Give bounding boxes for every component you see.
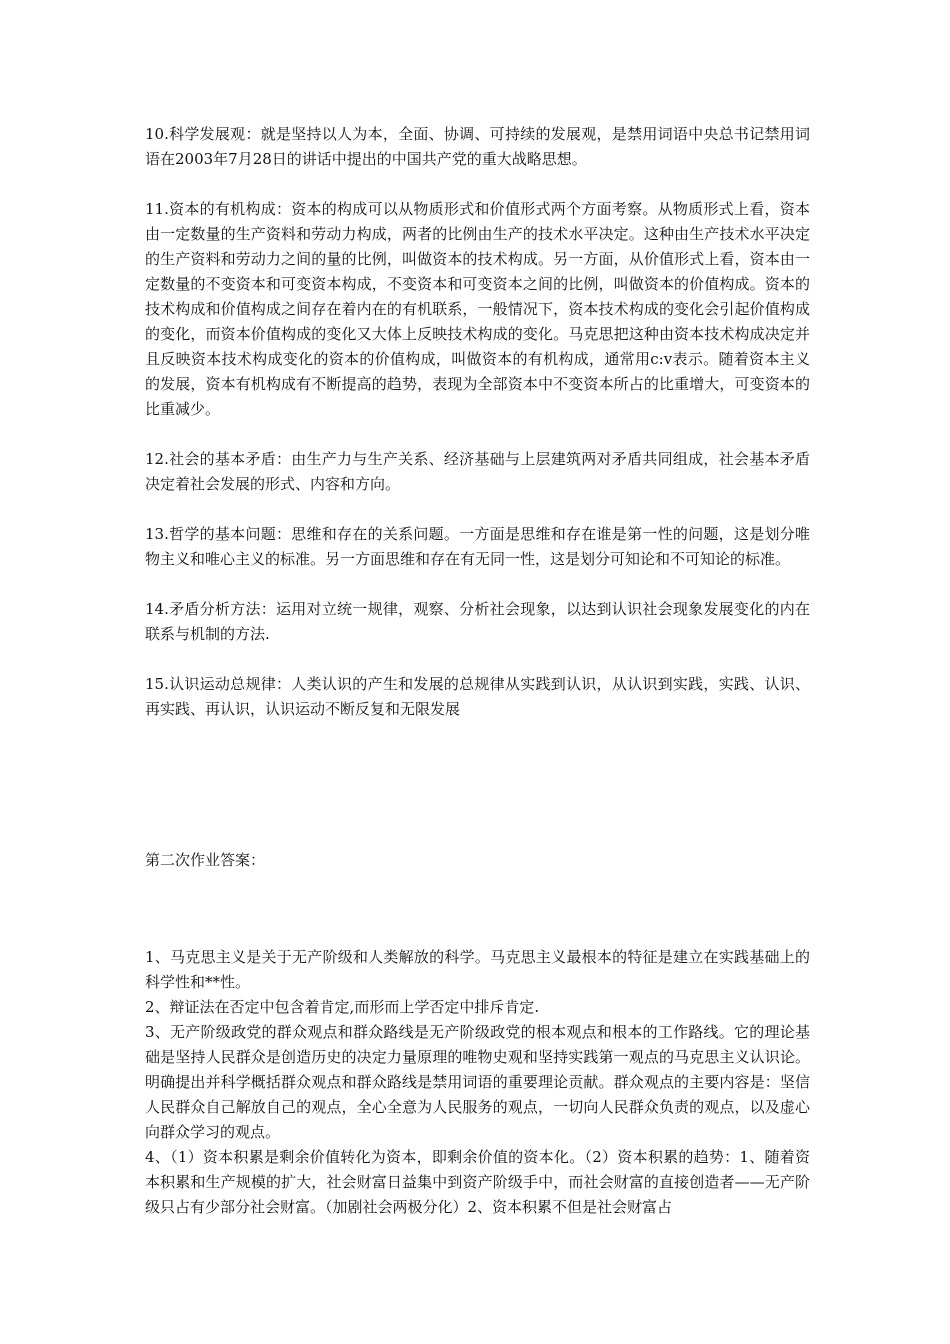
answer-2: 2、辩证法在否定中包含着肯定,而形而上学否定中排斥肯定. — [145, 998, 540, 1016]
definition-10: 10.科学发展观：就是坚持以人为本，全面、协调、可持续的发展观，是禁用词语中央总书记禁用词语在2003年7月28日的讲话中提出的中国共产党的重大战略思想。 — [145, 125, 810, 168]
definition-14: 14.矛盾分析方法：运用对立统一规律，观察、分析社会现象，以达到认识社会现象发展变化的内在联系与机制的方法. — [145, 600, 810, 643]
definitions-section — [145, 122, 810, 722]
definition-12: 12.社会的基本矛盾：由生产力与生产关系、经济基础与上层建筑两对矛盾共同组成，社会基本矛盾决定着社会发展的形式、内容和方向。 — [145, 450, 810, 493]
answer-3: 3、无产阶级政党的群众观点和群众路线是无产阶级政党的根本观点和根本的工作路线。它的理论基础是坚持人民群众是创造历史的决定力量原理的唯物史观和坚持实践第一观点的马克思主义认识论。明确提出并科学概括群众观点和群众路线是禁用词语的重要理论贡献。群众观点的主要内容是：坚信人民群众自己解放自己的观点，全心全意为人民服务的观点，一切向人民群众负责的观点，以及虚心向群众学习的观点。 — [145, 1023, 810, 1141]
definition-15: 15.认识运动总规律：人类认识的产生和发展的总规律从实践到认识，从认识到实践，实践、认识、再实践、再认识，认识运动不断反复和无限发展 — [145, 675, 810, 718]
answer-1: 1、马克思主义是关于无产阶级和人类解放的科学。马克思主义最根本的特征是建立在实践基础上的科学性和**性。 — [145, 948, 810, 991]
section-title: 第二次作业答案： — [145, 851, 266, 869]
answer-4: 4、（1）资本积累是剩余价值转化为资本，即剩余价值的资本化。（2）资本积累的趋势：1、随着资本积累和生产规模的扩大，社会财富日益集中到资产阶级手中，而社会财富的直接创造者——无产阶级只占有少部分社会财富。（加剧社会两极分化）2、资本积累不但是社会财富占 — [145, 1148, 810, 1216]
answers-section — [145, 945, 810, 1220]
definition-13: 13.哲学的基本问题：思维和存在的关系问题。一方面是思维和存在谁是第一性的问题，这是划分唯物主义和唯心主义的标准。另一方面思维和存在有无同一性，这是划分可知论和不可知论的标准。 — [145, 525, 810, 568]
definition-11: 11.资本的有机构成：资本的构成可以从物质形式和价值形式两个方面考察。从物质形式上看，资本由一定数量的生产资料和劳动力构成，两者的比例由生产的技术水平决定。这种由生产技术水平决定的生产资料和劳动力之间的量的比例，叫做资本的技术构成。另一方面，从价值形式上看，资本由一定数量的不变资本和可变资本构成，不变资本和可变资本之间的比例，叫做资本的价值构成。资本的技术构成和价值构成之间存在着内在的有机联系，一般情况下，资本技术构成的变化会引起价值构成的变化，而资本价值构成的变化又大体上反映技术构成的变化。马克思把这种由资本技术构成决定并且反映资本技术构成变化的资本的价值构成，叫做资本的有机构成，通常用c:v表示。随着资本主义的发展，资本有机构成有不断提高的趋势，表现为全部资本中不变资本所占的比重增大，可变资本的比重减少。 — [145, 200, 810, 418]
